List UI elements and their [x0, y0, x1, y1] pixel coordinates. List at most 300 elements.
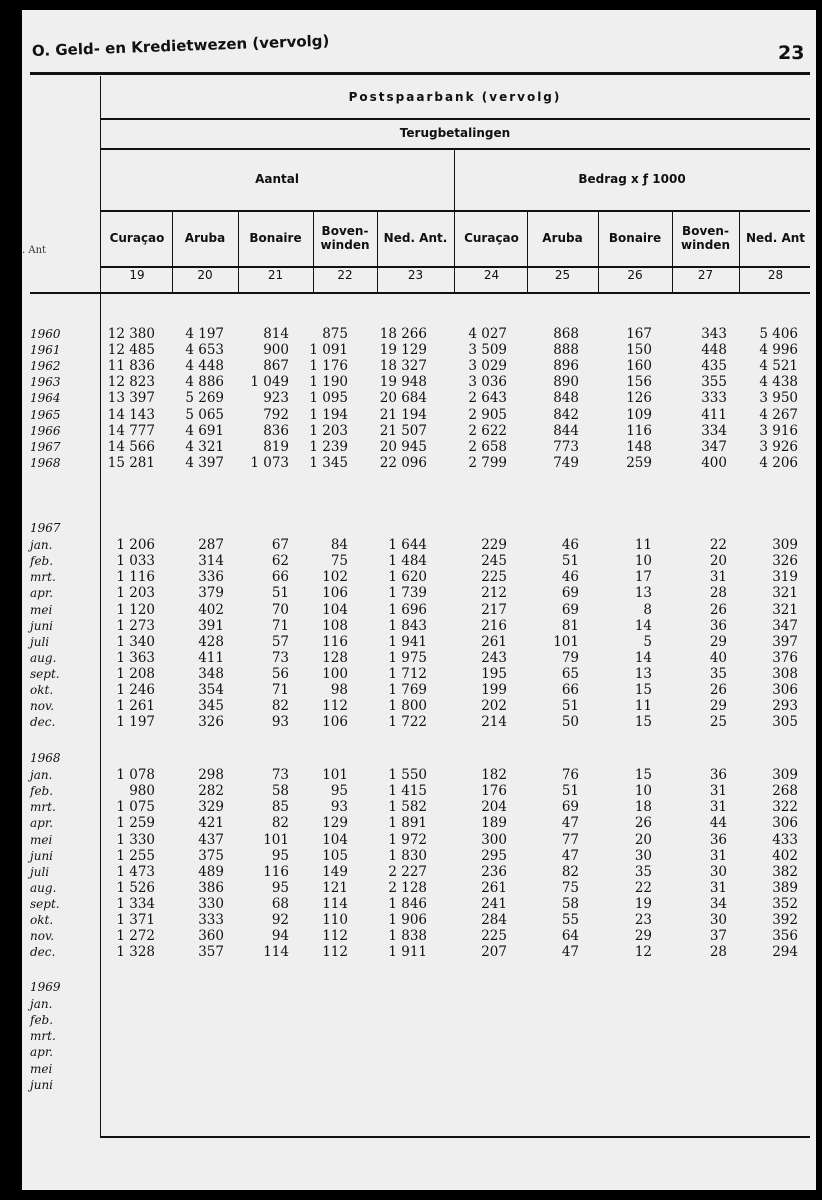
- table-cell: 1 190: [309, 374, 348, 391]
- table-cell: 106: [322, 714, 348, 731]
- table-cell: 47: [561, 847, 579, 864]
- table-cell: 22: [709, 537, 727, 554]
- table-cell: 1 259: [116, 815, 155, 832]
- column-header: Curaçao: [464, 231, 519, 245]
- table-cell: 4 886: [185, 374, 224, 391]
- table-cell: 848: [553, 390, 579, 407]
- table-cell: 12 380: [107, 326, 155, 342]
- column-header: Boven- winden: [320, 224, 370, 252]
- column-divider: [672, 212, 673, 292]
- table-cell: 66: [271, 569, 289, 586]
- table-cell: 3 509: [468, 342, 507, 359]
- table-cell: 386: [198, 879, 224, 896]
- table-cell: 199: [481, 682, 507, 698]
- column-divider: [377, 212, 378, 292]
- table-cell: 75: [330, 553, 348, 570]
- table-cell: 1 484: [388, 553, 427, 570]
- table-cell: 71: [271, 617, 289, 634]
- table-cell: 1 033: [116, 553, 155, 570]
- table-cell: 259: [626, 454, 652, 471]
- table-cell: 329: [198, 799, 224, 816]
- table-cell: 26: [709, 601, 727, 618]
- table-cell: 773: [553, 438, 579, 455]
- table-cell: 81: [561, 617, 579, 634]
- table-cell: 14: [634, 617, 652, 634]
- table-cell: 330: [198, 895, 224, 912]
- table-cell: 3 029: [468, 358, 507, 375]
- column-header: Boven- winden: [680, 224, 730, 252]
- table-cell: 382: [772, 863, 798, 880]
- table-cell: 890: [553, 374, 579, 391]
- table-cell: 379: [198, 585, 224, 602]
- row-label: mei: [30, 602, 53, 617]
- row-label: jan.: [30, 997, 53, 1012]
- table-cell: 128: [322, 649, 348, 666]
- column-number: 24: [483, 268, 500, 282]
- row-label: mrt.: [30, 800, 56, 815]
- table-cell: 66: [561, 682, 579, 698]
- table-cell: 306: [772, 682, 798, 698]
- row-label: 1962: [30, 359, 61, 374]
- table-cell: 1 272: [116, 928, 155, 945]
- table-cell: 195: [481, 665, 507, 682]
- table-cell: 225: [481, 569, 507, 586]
- table-cell: 1 203: [309, 422, 348, 439]
- table-cell: 105: [322, 847, 348, 864]
- table-cell: 82: [271, 815, 289, 832]
- table-cell: 19 948: [379, 374, 427, 391]
- table-cell: 12 823: [107, 374, 155, 391]
- year-label: 1968: [30, 751, 61, 765]
- table-cell: 428: [198, 633, 224, 650]
- table-cell: 76: [561, 767, 579, 784]
- table-cell: 402: [198, 601, 224, 618]
- table-cell: 19: [634, 895, 652, 912]
- table-cell: 314: [198, 553, 224, 570]
- table-cell: 148: [626, 438, 652, 455]
- table-cell: 1 843: [388, 617, 427, 634]
- table-cell: 2 227: [388, 863, 427, 880]
- table-cell: 4 438: [759, 374, 798, 391]
- table-cell: 1 838: [388, 928, 427, 945]
- table-cell: 1 363: [116, 649, 155, 666]
- row-label: 1967: [30, 439, 61, 454]
- table-cell: 749: [553, 454, 579, 471]
- table-cell: 114: [322, 895, 348, 912]
- table-cell: 435: [701, 358, 727, 375]
- table-cell: 4 996: [759, 342, 798, 359]
- table-cell: 101: [322, 767, 348, 784]
- table-cell: 282: [198, 783, 224, 800]
- row-label: feb.: [30, 554, 54, 569]
- table-cell: 1 255: [116, 847, 155, 864]
- table-cell: 51: [561, 783, 579, 800]
- table-cell: 5 406: [759, 326, 798, 342]
- table-cell: 93: [330, 799, 348, 816]
- table-cell: 65: [561, 665, 579, 682]
- table-cell: 116: [263, 863, 289, 880]
- table-cell: 12: [634, 944, 652, 961]
- table-cell: 11 836: [107, 358, 155, 375]
- table-cell: 216: [481, 617, 507, 634]
- table-cell: 2 799: [468, 454, 507, 471]
- row-label: okt.: [30, 913, 54, 927]
- column-header: Aruba: [184, 231, 226, 245]
- table-cell: 5 269: [185, 390, 224, 407]
- table-cell: 109: [626, 406, 652, 423]
- table-cell: 225: [481, 928, 507, 945]
- table-cell: 35: [709, 665, 727, 682]
- table-cell: 836: [263, 422, 289, 439]
- table-cell: 347: [701, 438, 727, 455]
- table-cell: 345: [198, 698, 224, 715]
- table-cell: 69: [561, 601, 579, 618]
- table-cell: 94: [271, 928, 289, 945]
- table-cell: 356: [772, 928, 798, 945]
- table-cell: 71: [271, 682, 289, 698]
- table-cell: 888: [553, 342, 579, 359]
- table-cell: 397: [772, 633, 798, 650]
- table-cell: 245: [481, 553, 507, 570]
- table-cell: 1 891: [388, 815, 427, 832]
- table-cell: 868: [553, 326, 579, 342]
- section-title: O. Geld- en Kredietwezen (vervolg): [31, 31, 330, 60]
- table-cell: 295: [481, 847, 507, 864]
- row-label: apr.: [30, 586, 54, 601]
- table-cell: 116: [626, 422, 652, 439]
- table-cell: 31: [709, 569, 727, 586]
- table-cell: 13: [634, 585, 652, 602]
- column-divider: [313, 212, 314, 292]
- table-cell: 98: [330, 682, 348, 698]
- row-label: aug.: [30, 880, 57, 895]
- table-cell: 448: [701, 342, 727, 359]
- table-cell: 58: [271, 783, 289, 800]
- row-label: juni: [30, 1077, 54, 1092]
- table-cell: 1 739: [388, 585, 427, 602]
- table-cell: 322: [772, 799, 798, 816]
- table-cell: 30: [709, 912, 727, 928]
- table-cell: 980: [129, 783, 155, 800]
- table-cell: 2 905: [468, 406, 507, 423]
- table-cell: 1 176: [309, 358, 348, 375]
- table-cell: 15: [634, 767, 652, 784]
- column-divider: [739, 212, 740, 292]
- table-cell: 392: [772, 912, 798, 928]
- table-cell: 68: [271, 895, 289, 912]
- table-title: Postspaarbank (vervolg): [348, 90, 562, 104]
- table-cell: 389: [772, 879, 798, 896]
- table-cell: 1 273: [116, 617, 155, 634]
- column-header: Ned. Ant.: [383, 231, 448, 245]
- row-label: juni: [30, 618, 54, 633]
- table-cell: 298: [198, 767, 224, 784]
- table-cell: 182: [481, 767, 507, 784]
- table-cell: 5 065: [185, 406, 224, 423]
- table-cell: 305: [772, 714, 798, 731]
- table-cell: 25: [709, 714, 727, 731]
- row-label: apr.: [30, 816, 54, 831]
- table-cell: 156: [626, 374, 652, 391]
- column-divider: [172, 212, 173, 292]
- table-cell: 13 397: [107, 390, 155, 407]
- table-cell: 51: [271, 585, 289, 602]
- column-number: 26: [627, 268, 643, 282]
- table-cell: 309: [772, 767, 798, 784]
- table-cell: 1 206: [116, 537, 155, 554]
- table-cell: 1 345: [309, 454, 348, 471]
- table-cell: 287: [198, 537, 224, 554]
- row-label: 1965: [30, 407, 61, 422]
- row-label: 1964: [30, 391, 61, 406]
- table-cell: 1 194: [309, 406, 348, 423]
- column-header: Curaçao: [109, 231, 165, 245]
- table-cell: 108: [322, 617, 348, 634]
- table-cell: 4 267: [759, 406, 798, 423]
- table-cell: 149: [322, 863, 348, 880]
- table-cell: 1 091: [309, 342, 348, 359]
- year-label: 1967: [30, 521, 61, 535]
- table-cell: 1 075: [116, 799, 155, 816]
- row-label: 1963: [30, 375, 61, 390]
- table-cell: 112: [322, 698, 348, 715]
- table-cell: 34: [709, 895, 727, 912]
- table-cell: 355: [701, 374, 727, 391]
- table-cell: 14 566: [107, 438, 155, 455]
- row-label: mei: [30, 1061, 53, 1076]
- table-cell: 19 129: [379, 342, 427, 359]
- table-cell: 116: [322, 633, 348, 650]
- table-cell: 100: [322, 665, 348, 682]
- row-label: mei: [30, 832, 53, 847]
- table-cell: 95: [271, 847, 289, 864]
- table-cell: 3 950: [759, 390, 798, 407]
- column-header: Bonaire: [249, 231, 302, 245]
- table-cell: 4 197: [185, 326, 224, 342]
- column-number: 22: [337, 268, 353, 282]
- table-cell: 36: [709, 617, 727, 634]
- table-cell: 1 582: [388, 799, 427, 816]
- table-cell: 20 945: [379, 438, 427, 455]
- table-cell: 1 078: [116, 767, 155, 784]
- table-cell: 819: [263, 438, 289, 455]
- table-cell: 1 722: [388, 714, 427, 731]
- table-cell: 95: [271, 879, 289, 896]
- table-cell: 333: [198, 912, 224, 928]
- table-cell: 896: [553, 358, 579, 375]
- table-cell: 55: [561, 912, 579, 928]
- table-cell: 5: [643, 633, 652, 650]
- table-cell: 176: [481, 783, 507, 800]
- table-cell: 75: [561, 879, 579, 896]
- table-cell: 121: [322, 879, 348, 896]
- table-cell: 79: [561, 649, 579, 666]
- row-label: sept.: [30, 666, 60, 681]
- table-cell: 14 777: [107, 422, 155, 439]
- table-cell: 354: [198, 682, 224, 698]
- table-cell: 243: [481, 649, 507, 666]
- table-cell: 56: [271, 665, 289, 682]
- table-cell: 15 281: [107, 454, 155, 471]
- table-cell: 26: [709, 682, 727, 698]
- table-cell: 900: [263, 342, 289, 359]
- table-cell: 1 328: [116, 944, 155, 961]
- table-cell: 51: [561, 553, 579, 570]
- table-cell: 1 197: [116, 714, 155, 731]
- table-cell: 18 266: [379, 326, 427, 342]
- table-cell: 112: [322, 944, 348, 961]
- table-cell: 20 684: [379, 390, 427, 407]
- table-cell: 104: [322, 601, 348, 618]
- row-label: feb.: [30, 784, 54, 799]
- row-label: feb.: [30, 1013, 54, 1028]
- row-label: aug.: [30, 650, 57, 665]
- table-cell: 202: [481, 698, 507, 715]
- table-cell: 10: [634, 783, 652, 800]
- table-cell: 14 143: [107, 406, 155, 423]
- column-number: 27: [697, 268, 714, 282]
- table-cell: 104: [322, 831, 348, 848]
- table-cell: 22: [634, 879, 652, 896]
- table-cell: 4 206: [759, 454, 798, 471]
- column-header: Aruba: [542, 231, 583, 245]
- table-cell: 29: [634, 928, 652, 945]
- column-header: Ned. Ant: [745, 231, 806, 245]
- table-cell: 14: [634, 649, 652, 666]
- scanned-page: [22, 10, 816, 1190]
- colnum-rule: [30, 292, 810, 294]
- table-cell: 411: [701, 406, 727, 423]
- table-cell: 4 321: [185, 438, 224, 455]
- table-cell: 17: [634, 569, 652, 586]
- table-cell: 4 521: [759, 358, 798, 375]
- table-cell: 26: [634, 815, 652, 832]
- table-subtitle: Terugbetalingen: [399, 126, 511, 140]
- table-cell: 73: [271, 649, 289, 666]
- group-divider: [454, 148, 455, 292]
- table-cell: 207: [481, 944, 507, 961]
- table-cell: 10: [634, 553, 652, 570]
- table-cell: 106: [322, 585, 348, 602]
- table-cell: 1 371: [116, 912, 155, 928]
- table-cell: 110: [322, 912, 348, 928]
- table-cell: 1 972: [388, 831, 427, 848]
- column-number: 20: [197, 268, 213, 282]
- table-cell: 814: [263, 326, 289, 342]
- table-cell: 13: [634, 665, 652, 682]
- column-number: 21: [267, 268, 284, 282]
- table-cell: 93: [271, 714, 289, 731]
- table-cell: 308: [772, 665, 798, 682]
- table-cell: 160: [626, 358, 652, 375]
- table-cell: 284: [481, 912, 507, 928]
- table-cell: 1 526: [116, 879, 155, 896]
- column-divider: [527, 212, 528, 292]
- column-divider: [598, 212, 599, 292]
- table-cell: 489: [198, 863, 224, 880]
- table-cell: 31: [709, 879, 727, 896]
- table-cell: 4 397: [185, 454, 224, 471]
- table-cell: 360: [198, 928, 224, 945]
- row-label: apr.: [30, 1045, 54, 1060]
- table-cell: 1 911: [388, 944, 427, 961]
- table-cell: 31: [709, 799, 727, 816]
- table-cell: 261: [481, 879, 507, 896]
- table-cell: 375: [198, 847, 224, 864]
- row-label: nov.: [30, 929, 55, 944]
- table-cell: 47: [561, 815, 579, 832]
- table-cell: 2 128: [388, 879, 427, 896]
- table-cell: 21 194: [379, 406, 427, 423]
- table-cell: 326: [198, 714, 224, 731]
- table-cell: 30: [634, 847, 652, 864]
- table-cell: 102: [322, 569, 348, 586]
- row-label: dec.: [30, 715, 56, 730]
- table-cell: 2 622: [468, 422, 507, 439]
- table-cell: 40: [709, 649, 727, 666]
- table-cell: 842: [553, 406, 579, 423]
- table-cell: 1 415: [388, 783, 427, 800]
- table-cell: 20: [709, 553, 727, 570]
- table-cell: 1 906: [388, 912, 427, 928]
- table-cell: 4 027: [468, 326, 507, 342]
- table-cell: 1 330: [116, 831, 155, 848]
- table-cell: 92: [271, 912, 289, 928]
- table-cell: 1 550: [388, 767, 427, 784]
- table-cell: 1 800: [388, 698, 427, 715]
- table-cell: 321: [772, 585, 798, 602]
- table-cell: 47: [561, 944, 579, 961]
- table-cell: 1 644: [388, 537, 427, 554]
- table-cell: 343: [701, 326, 727, 342]
- table-cell: 112: [322, 928, 348, 945]
- row-label: mrt.: [30, 1029, 56, 1044]
- row-label: nov.: [30, 699, 55, 714]
- table-cell: 69: [561, 799, 579, 816]
- table-cell: 306: [772, 815, 798, 832]
- table-cell: 1 120: [116, 601, 155, 618]
- table-cell: 421: [198, 815, 224, 832]
- table-cell: 77: [561, 831, 579, 848]
- table-cell: 1 095: [309, 390, 348, 407]
- table-cell: 433: [772, 831, 798, 848]
- table-cell: 57: [271, 633, 289, 650]
- table-cell: 15: [634, 714, 652, 731]
- table-cell: 437: [198, 831, 224, 848]
- table-cell: 21 507: [379, 422, 427, 439]
- table-cell: 1 246: [116, 682, 155, 698]
- table-cell: 31: [709, 783, 727, 800]
- table-cell: 1 620: [388, 569, 427, 586]
- table-cell: 1 846: [388, 895, 427, 912]
- table-cell: 376: [772, 649, 798, 666]
- table-cell: 334: [701, 422, 727, 439]
- table-cell: 67: [271, 537, 289, 554]
- table-cell: 1 830: [388, 847, 427, 864]
- table-cell: 46: [561, 569, 579, 586]
- table-cell: 336: [198, 569, 224, 586]
- table-cell: 2 643: [468, 390, 507, 407]
- table-cell: 321: [772, 601, 798, 618]
- row-label: mrt.: [30, 570, 56, 585]
- table-cell: 1 334: [116, 895, 155, 912]
- table-cell: 319: [772, 569, 798, 586]
- table-cell: 1 696: [388, 601, 427, 618]
- table-cell: 101: [553, 633, 579, 650]
- table-cell: 114: [263, 944, 289, 961]
- table-cell: 73: [271, 767, 289, 784]
- table-cell: 20: [634, 831, 652, 848]
